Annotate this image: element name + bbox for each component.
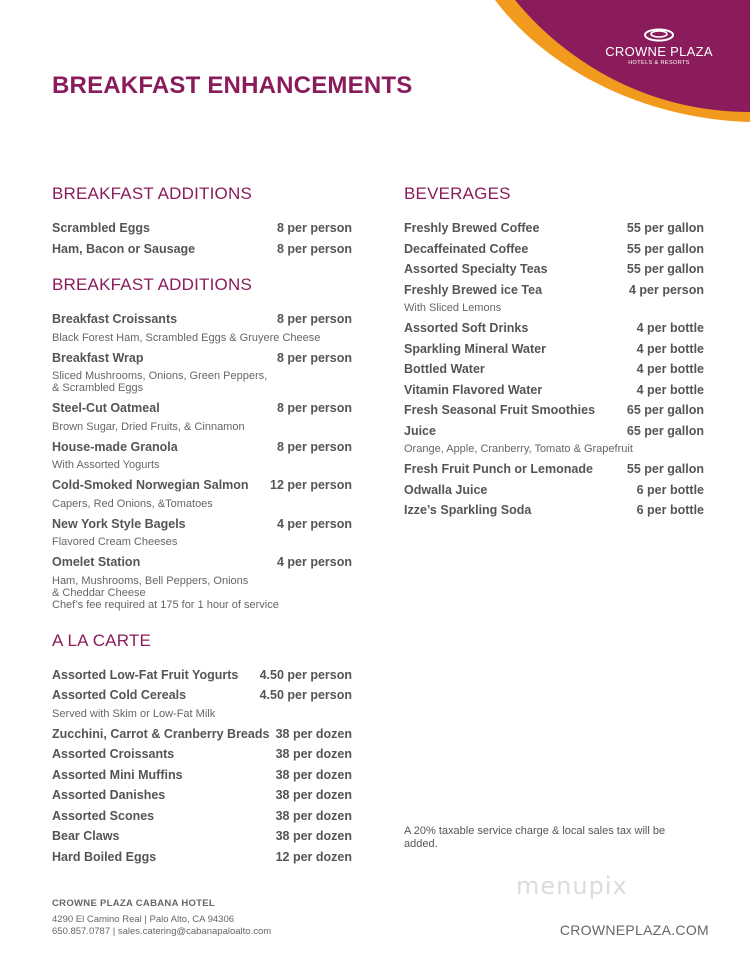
menu-item <box>404 500 704 521</box>
menu-item <box>52 765 352 786</box>
right-column <box>404 184 704 537</box>
left-column <box>52 184 352 883</box>
menu-item <box>52 744 352 765</box>
menupix-watermark: menupix <box>516 872 628 900</box>
menu-item <box>404 259 704 280</box>
menu-item <box>52 348 352 369</box>
menu-item <box>404 339 704 360</box>
item-note <box>52 573 352 615</box>
menu-item <box>404 421 704 442</box>
section-heading: BREAKFAST ADDITIONS <box>52 275 252 294</box>
item-name: Assorted Specialty Teas <box>404 262 548 276</box>
item-name: Assorted Croissants <box>52 747 175 761</box>
item-price: 8 per person <box>276 401 352 415</box>
brand-logo <box>594 26 724 66</box>
item-price: 38 per dozen <box>275 767 352 782</box>
item-price: 4.50 per person <box>259 667 352 682</box>
brand-name: CROWNE PLAZA <box>605 44 713 59</box>
menu-item <box>52 847 352 868</box>
item-price: 38 per dozen <box>275 747 352 761</box>
item-price: 38 per dozen <box>275 808 352 823</box>
menu-item <box>404 459 704 480</box>
item-name: Assorted Scones <box>52 808 155 823</box>
item-price: 4.50 per person <box>259 688 352 702</box>
item-note <box>52 457 352 475</box>
item-name: Sparkling Mineral Water <box>404 341 546 356</box>
website-link[interactable]: CROWNEPLAZA.COM <box>559 922 709 938</box>
item-price: 8 per person <box>276 439 352 454</box>
item-name: Breakfast Wrap <box>52 350 144 365</box>
menu-item <box>52 239 352 260</box>
crown-icon <box>642 26 676 42</box>
item-price: 4 per bottle <box>636 362 704 376</box>
item-note-line: Black Forest Ham, Scrambled Eggs & Gruyere Cheese <box>52 331 321 344</box>
section-heading: BREAKFAST ADDITIONS <box>52 184 252 203</box>
menu-item <box>52 475 352 496</box>
item-note <box>52 534 352 552</box>
brand-subtitle: HOTELS & RESORTS <box>628 60 690 66</box>
item-price: 4 per person <box>628 282 704 297</box>
item-price: 55 per gallon <box>626 221 704 235</box>
item-price: 38 per dozen <box>275 829 352 843</box>
item-price: 55 per gallon <box>626 262 704 276</box>
menu-item <box>52 309 352 330</box>
item-name: Odwalla Juice <box>404 482 488 497</box>
menu-item <box>52 785 352 806</box>
footer <box>52 898 271 938</box>
item-price: 6 per bottle <box>636 503 704 517</box>
menu-item <box>404 480 704 501</box>
item-name: Breakfast Croissants <box>52 312 178 326</box>
item-name: Assorted Low-Fat Fruit Yogurts <box>52 667 239 682</box>
menu-item <box>404 400 704 421</box>
item-name: Bottled Water <box>404 362 485 376</box>
item-name: Izze’s Sparkling Soda <box>404 503 532 517</box>
menu-item <box>404 218 704 239</box>
item-name: Freshly Brewed ice Tea <box>404 282 543 297</box>
menu-item <box>52 218 352 239</box>
item-price: 8 per person <box>276 241 352 256</box>
item-price: 4 per person <box>276 516 352 531</box>
item-price: 55 per gallon <box>626 241 704 256</box>
item-name: Cold-Smoked Norwegian Salmon <box>52 478 249 492</box>
menu-section <box>52 631 352 868</box>
item-name: Scrambled Eggs <box>52 221 150 235</box>
footer-address: 4290 El Camino Real | Palo Alto, CA 94306 <box>52 914 235 925</box>
item-name: Vitamin Flavored Water <box>404 382 543 397</box>
menu-item <box>52 398 352 419</box>
item-note-line: With Sliced Lemons <box>404 302 502 314</box>
section-heading: BEVERAGES <box>404 184 511 203</box>
page-title: BREAKFAST ENHANCEMENTS <box>52 72 413 99</box>
item-note-line: & Cheddar Cheese <box>52 586 146 599</box>
item-name: Assorted Mini Muffins <box>52 767 183 782</box>
item-name: Bear Claws <box>52 829 120 843</box>
menu-item <box>52 826 352 847</box>
menu-item <box>404 239 704 260</box>
menu-item <box>52 685 352 706</box>
item-note <box>52 706 352 724</box>
footer-hotel-name: CROWNE PLAZA CABANA HOTEL <box>52 898 216 909</box>
menu-item <box>404 280 704 301</box>
item-note-line: Flavored Cream Cheeses <box>52 536 178 548</box>
item-price: 12 per person <box>270 478 352 492</box>
item-price: 8 per person <box>276 312 352 326</box>
menu-item <box>404 380 704 401</box>
item-note-line: With Assorted Yogurts <box>52 459 160 471</box>
item-name: Assorted Danishes <box>52 788 166 802</box>
section-heading: A LA CARTE <box>52 630 152 650</box>
item-note-line: Chef’s fee required at 175 for 1 hour of service <box>52 598 279 611</box>
item-name: Ham, Bacon or Sausage <box>52 241 196 256</box>
item-price: 65 per gallon <box>626 423 704 438</box>
item-price: 6 per bottle <box>636 482 704 497</box>
item-name: Hard Boiled Eggs <box>52 849 157 864</box>
item-name: Fresh Fruit Punch or Lemonade <box>404 462 593 476</box>
item-note <box>52 330 352 348</box>
item-note <box>52 419 352 437</box>
item-name: Zucchini, Carrot & Cranberry Breads <box>52 726 270 741</box>
item-name: Assorted Soft Drinks <box>404 321 529 335</box>
menu-item <box>404 318 704 339</box>
item-note-line: Ham, Mushrooms, Bell Peppers, Onions <box>52 574 249 587</box>
footer-contact: 650.857.0787 | sales.catering@cabanapaloalto.com <box>52 926 272 937</box>
tax-note: A 20% taxable service charge & local sales tax will be added. <box>404 825 666 850</box>
menu-item <box>52 552 352 573</box>
item-note-line: Orange, Apple, Cranberry, Tomato & Grapefruit <box>404 443 633 455</box>
item-price: 55 per gallon <box>626 462 704 476</box>
menu-section <box>404 184 704 521</box>
item-name: Juice <box>404 423 436 438</box>
item-note <box>52 496 352 514</box>
menu-item <box>404 359 704 380</box>
item-note-line: Served with Skim or Low-Fat Milk <box>52 707 216 720</box>
item-name: Omelet Station <box>52 555 141 569</box>
item-price: 12 per dozen <box>275 849 352 864</box>
item-note-line: Sliced Mushrooms, Onions, Green Peppers, <box>52 370 268 382</box>
item-name: Decaffeinated Coffee <box>404 241 529 256</box>
item-price: 4 per bottle <box>636 382 704 397</box>
item-price: 38 per dozen <box>275 726 352 741</box>
item-price: 38 per dozen <box>275 788 352 802</box>
item-name: Freshly Brewed Coffee <box>404 221 540 235</box>
item-note-line: Brown Sugar, Dried Fruits, & Cinnamon <box>52 420 245 433</box>
item-name: Fresh Seasonal Fruit Smoothies <box>404 403 596 417</box>
item-note-line: Capers, Red Onions, &Tomatoes <box>52 497 213 510</box>
menu-section <box>52 275 352 615</box>
item-note <box>404 300 704 318</box>
item-price: 4 per bottle <box>636 321 704 335</box>
item-price: 8 per person <box>276 350 352 365</box>
item-note <box>404 441 704 459</box>
item-note <box>52 368 352 398</box>
item-price: 65 per gallon <box>626 403 704 417</box>
menu-item <box>52 806 352 827</box>
item-name: Assorted Cold Cereals <box>52 688 187 702</box>
menu-item <box>52 514 352 535</box>
item-name: House-made Granola <box>52 439 178 454</box>
item-price: 8 per person <box>276 221 352 235</box>
menu-section <box>52 184 352 259</box>
menu-item <box>52 437 352 458</box>
menu-item <box>52 724 352 745</box>
menu-item <box>52 665 352 686</box>
item-price: 4 per bottle <box>636 341 704 356</box>
item-note-line: & Scrambled Eggs <box>52 382 144 394</box>
item-price: 4 per person <box>276 555 352 569</box>
item-name: New York Style Bagels <box>52 516 186 531</box>
item-name: Steel-Cut Oatmeal <box>52 401 160 415</box>
